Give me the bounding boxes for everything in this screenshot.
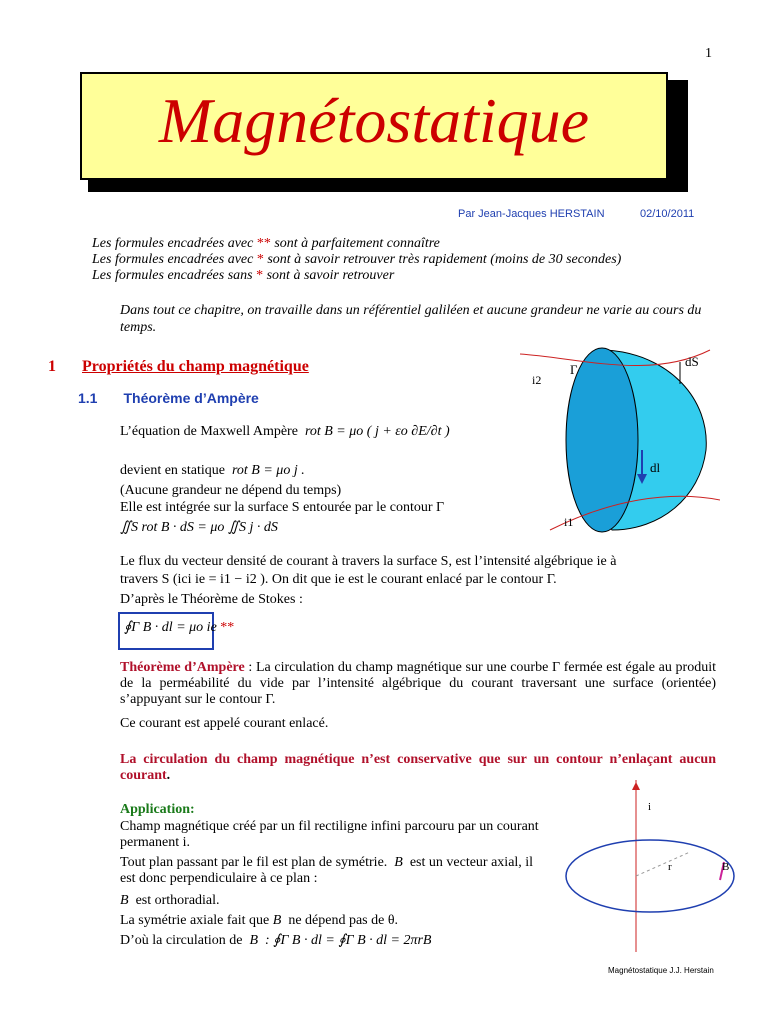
static-line: devient en statique rot B = μo j . <box>120 463 305 478</box>
wire-i-label: i <box>648 801 652 813</box>
section-1-heading: 1 Propriétés du champ magnétique <box>48 358 309 375</box>
circle-contour <box>566 840 734 912</box>
wire-field-figure <box>560 780 750 960</box>
no-time-text: (Aucune grandeur ne dépend du temps) <box>120 483 342 498</box>
integrated-text: Elle est intégrée sur la surface S entourée par le contour Γ <box>120 500 445 515</box>
i2-label: i2 <box>532 373 542 387</box>
radius-r-label: r <box>668 861 672 873</box>
static-equation: rot B = μo j . <box>231 463 305 478</box>
intro-line: Les formules encadrées avec ** sont à parfaitement connaître <box>92 236 440 251</box>
intro-list <box>92 236 621 284</box>
footer-caption: Magnétostatique J.J. Herstain <box>608 966 714 975</box>
theorem-paragraph: Théorème d’Ampère : La circulation du champ magnétique sur une courbe Γ fermée est égale au produit de la perméabilité du vide par l’intensité algébrique du courant traversant une surface (orientée) s’appuyant sur le contour Γ. <box>120 660 717 707</box>
radius-line <box>636 852 690 876</box>
maxwell-equation: rot B = μo ( j + εo ∂E/∂t ) <box>304 424 450 439</box>
application-text-3: B est orthoradial. <box>120 893 220 908</box>
intro-line: Les formules encadrées sans * sont à savoir retrouver <box>92 268 395 283</box>
intro-line: Les formules encadrées avec * sont à savoir retrouver très rapidement (moins de 30 secondes) <box>92 252 622 267</box>
application-text-2: Tout plan passant par le fil est plan de symétrie. B est un vecteur axial, il est donc perpendiculaire à ce plan : <box>120 855 534 886</box>
flux-line-2: travers S (ici ie = i1 − i2 ). On dit que ie est le courant enlacé par le contour Γ. <box>120 572 557 587</box>
gamma-label: Γ <box>570 362 578 377</box>
author: Par Jean-Jacques HERSTAIN <box>458 208 605 220</box>
conservative-statement: La circulation du champ magnétique n’est conservative que sur un contour n’enlaçant aucun courant. <box>120 752 716 783</box>
section-1-1-heading: 1.1 Théorème d’Ampère <box>78 390 259 406</box>
flux-line-1: Le flux du vecteur densité de courant à travers la surface S, est l’intensité algébrique ie à <box>120 554 617 569</box>
page-number: 1 <box>705 46 712 61</box>
title-box <box>80 72 668 180</box>
maxwell-line: L’équation de Maxwell Ampère rot B = μo ( j + εo ∂E/∂t ) <box>120 424 450 439</box>
date: 02/10/2011 <box>640 208 695 220</box>
surface-equation: ∬S rot B · dS = μo ∬S j · dS <box>120 520 278 535</box>
stokes-text: D’après le Théorème de Stokes : <box>120 592 303 607</box>
i1-label: i1 <box>564 515 574 529</box>
application-label: Application: <box>120 802 195 817</box>
wire-arrowhead <box>632 782 640 790</box>
enlaced-text: Ce courant est appelé courant enlacé. <box>120 716 329 731</box>
dl-label: dl <box>650 460 661 475</box>
scope-text: Dans tout ce chapitre, on travaille dans un référentiel galiléen et aucune grandeur ne varie au cours du temps. <box>120 303 702 335</box>
application-text-1: Champ magnétique créé par un fil rectiligne infini parcouru par un courant permanent i. <box>120 819 539 850</box>
stokes-equation: ∮Γ B · dl = μo ie ** <box>124 620 235 635</box>
ds-label: dS <box>685 354 699 369</box>
surface-contour-figure <box>520 340 720 540</box>
field-b-label: B <box>722 861 730 873</box>
page-title: Magnétostatique <box>158 85 590 156</box>
application-text-5: D’où la circulation de B : ∮Γ B · dl = ∮Γ B · dl = 2πrB <box>120 933 432 948</box>
application-text-4: La symétrie axiale fait que B ne dépend pas de θ. <box>120 913 399 928</box>
